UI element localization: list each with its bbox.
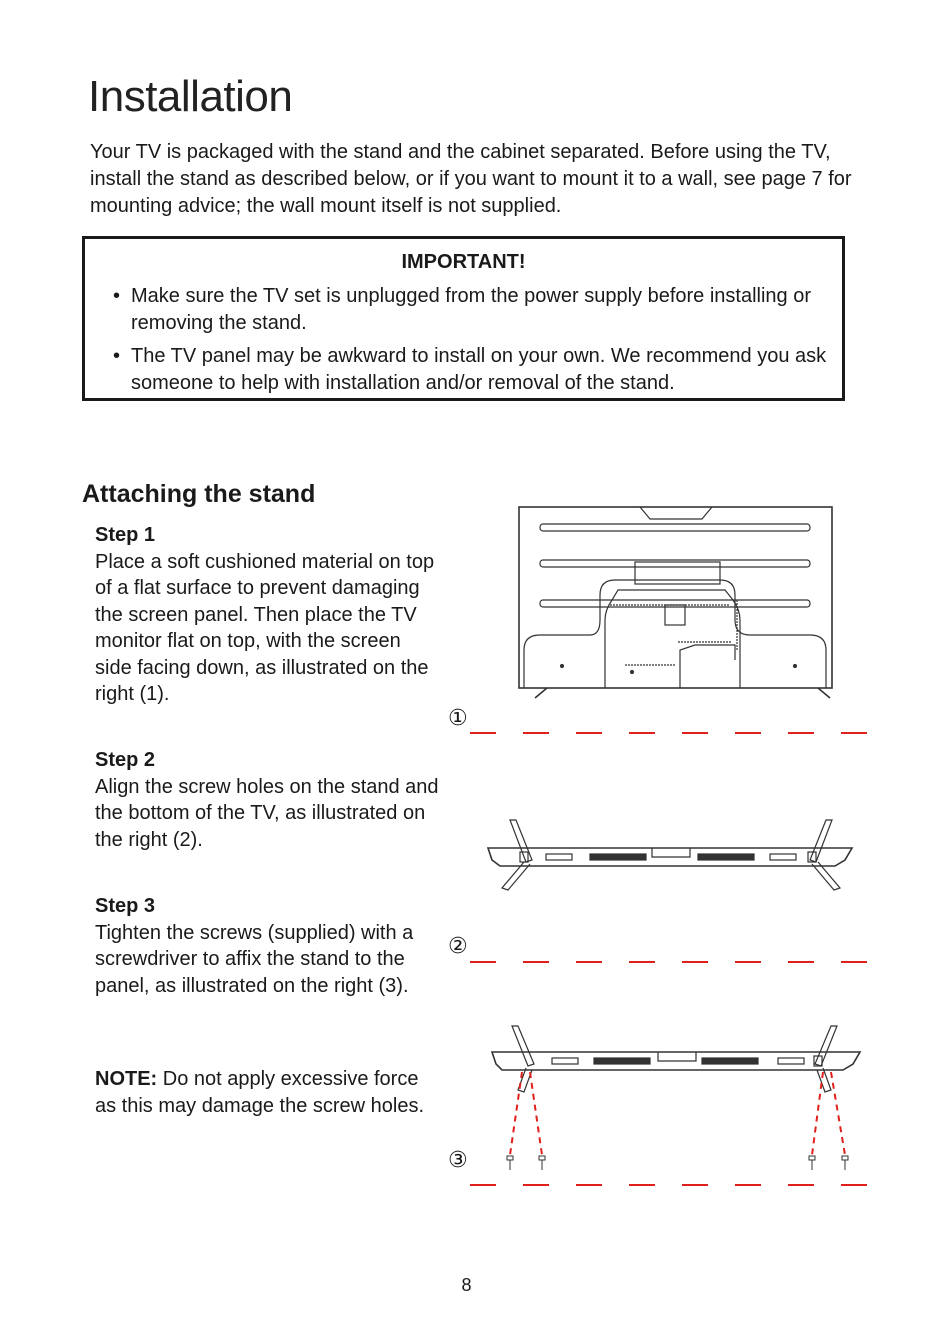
step-heading: Step 1 bbox=[95, 524, 156, 546]
screw-illustration bbox=[492, 1026, 860, 1092]
important-list bbox=[113, 283, 838, 403]
page-title: Installation bbox=[88, 72, 293, 121]
figure-marker: ① bbox=[448, 705, 468, 730]
page-number: 8 bbox=[461, 1275, 472, 1295]
important-title: IMPORTANT! bbox=[401, 251, 526, 273]
step-heading: Step 3 bbox=[95, 895, 156, 917]
figure-marker: ② bbox=[448, 933, 468, 958]
important-box bbox=[82, 236, 845, 401]
step-text: Align the screw holes on the stand and the bottom of the TV, as illustrated on the right (2). bbox=[95, 775, 439, 851]
screw-guide-lines bbox=[510, 1072, 845, 1155]
important-item: • Make sure the TV set is unplugged from the power supply before installing or removing the stand. bbox=[113, 283, 838, 337]
figure-3-screws bbox=[440, 1010, 870, 1190]
step-1 bbox=[95, 522, 440, 708]
note-text: Do not apply excessive force as this may damage the screw holes. bbox=[95, 1068, 425, 1117]
step-text: Tighten the screws (supplied) with a screwdriver to affix the stand to the panel, as illustrated on the right (3). bbox=[95, 921, 414, 997]
stand-align-illustration bbox=[488, 820, 852, 890]
figure-marker: ③ bbox=[448, 1147, 468, 1172]
tv-back-panel-illustration bbox=[519, 507, 832, 698]
intro-paragraph: Your TV is packaged with the stand and the cabinet separated. Before using the TV, install the stand as described below, or if you want to mount it to a wall, see page 7 for mounting advice; the wall mount itself is not supplied. bbox=[90, 141, 852, 217]
important-item: • The TV panel may be awkward to install on your own. We recommend you ask someone to help with installation and/or removal of the stand. bbox=[113, 343, 838, 397]
step-text: Place a soft cushioned material on top of a flat surface to prevent damaging the screen panel. Then place the TV monitor flat on top, with the screen side facing down, as illustrated on the right (1). bbox=[95, 550, 435, 705]
step-heading: Step 2 bbox=[95, 749, 156, 771]
screws bbox=[507, 1156, 848, 1170]
note bbox=[95, 1066, 440, 1119]
step-2 bbox=[95, 747, 440, 853]
step-3 bbox=[95, 893, 440, 999]
figure-2-stand-align bbox=[440, 800, 870, 975]
section-heading: Attaching the stand bbox=[82, 480, 316, 508]
figure-1-tv-back bbox=[440, 500, 870, 745]
note-label: NOTE: bbox=[95, 1068, 158, 1090]
